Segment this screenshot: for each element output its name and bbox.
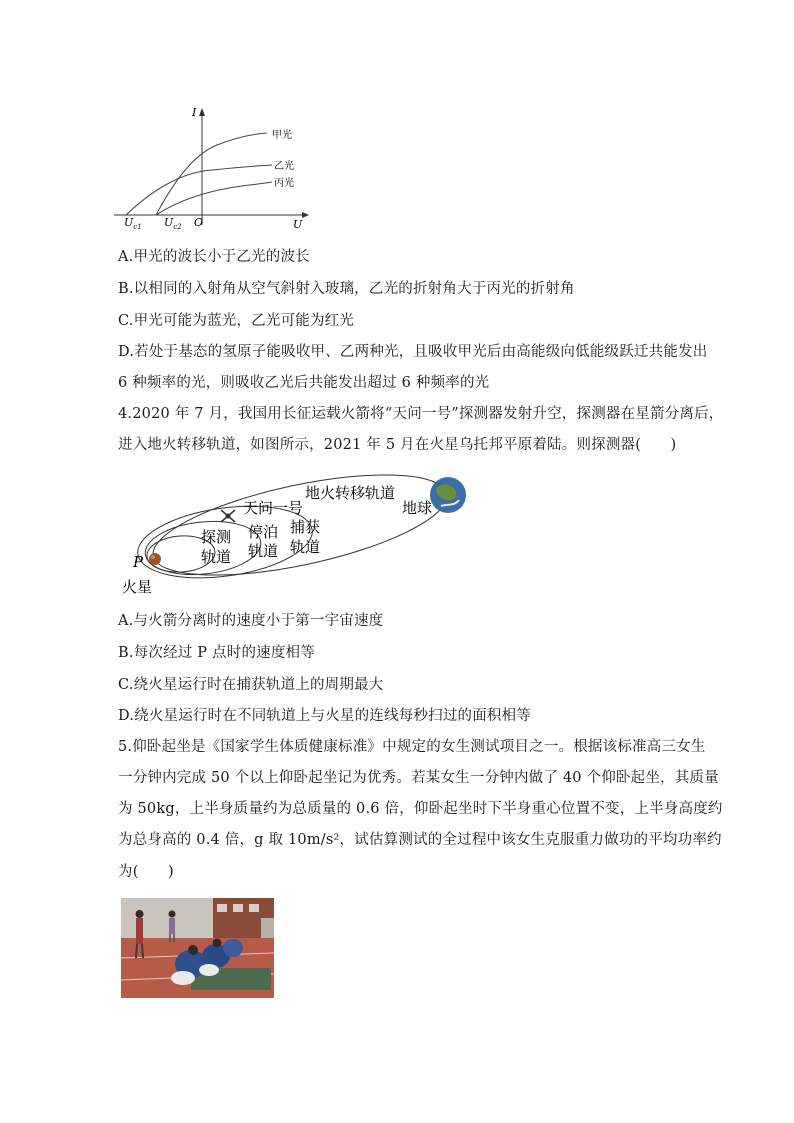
uc1-label: $U_{c1}$ bbox=[124, 216, 142, 231]
uc2-label: $U_{c2}$ bbox=[164, 216, 182, 231]
mars-label: 火星 bbox=[122, 578, 153, 596]
q4-option-b: B.每次经过 P 点时的速度相等 bbox=[118, 645, 315, 661]
curve-yi bbox=[126, 165, 272, 215]
q5-stem-line-5: 为( ) bbox=[118, 864, 174, 880]
q5-stem-line-3: 为 50kg，上半身质量约为总质量的 0.6 倍，仰卧起坐时下半身重心位置不变，上半身高度约 bbox=[118, 801, 723, 817]
q3-option-a: A.甲光的波长小于乙光的波长 bbox=[118, 249, 310, 265]
x-axis-arrow bbox=[302, 212, 309, 218]
q3-option-d-cont: 6 种频率的光，则吸收乙光后共能发出超过 6 种频率的光 bbox=[118, 375, 490, 391]
iv-graph bbox=[112, 100, 312, 232]
q4-stem-line-1: 4.2020 年 7 月，我国用长征运载火箭将“天问一号”探测器发射升空，探测器在星箭分离后， bbox=[118, 406, 724, 422]
q4-option-d: D.绕火星运行时在不同轨道上与火星的连线每秒扫过的面积相等 bbox=[118, 708, 532, 724]
mars-highlight bbox=[151, 555, 155, 559]
capture-orbit-label-1: 捕获 bbox=[290, 518, 321, 536]
curve-label-jia: 甲光 bbox=[272, 130, 292, 141]
q5-stem-line-4: 为总身高的 0.4 倍，g 取 10m/s²，试估算测试的全过程中该女生克服重力做功的平均功率约 bbox=[118, 832, 722, 848]
q4-option-c: C.绕火星运行时在捕获轨道上的周期最大 bbox=[118, 677, 384, 693]
q5-stem-line-1: 5.仰卧起坐是《国家学生体质健康标准》中规定的女生测试项目之一。根据该标准高三女生 bbox=[118, 739, 706, 755]
q3-option-d: D.若处于基态的氢原子能吸收甲、乙两种光，且吸收甲光后由高能级向低能级跃迁共能发出 bbox=[118, 344, 708, 360]
y-axis-arrow bbox=[199, 108, 205, 116]
mars-icon bbox=[149, 553, 161, 565]
parking-orbit-label-2: 轨道 bbox=[248, 542, 279, 560]
q4-stem-line-2: 进入地火转移轨道，如图所示，2021 年 5 月在火星乌托邦平原着陆。则探测器( ) bbox=[118, 437, 677, 453]
curve-bing bbox=[156, 182, 272, 215]
earth-label: 地球 bbox=[402, 499, 433, 517]
q3-option-b: B.以相同的入射角从空气斜射入玻璃，乙光的折射角大于丙光的折射角 bbox=[118, 281, 575, 297]
y-axis-label: I bbox=[192, 106, 197, 119]
standing-person bbox=[136, 918, 143, 944]
curve-label-yi: 乙光 bbox=[274, 161, 294, 172]
probe-label: 天问一号 bbox=[243, 499, 304, 517]
x-axis-label: U bbox=[293, 218, 303, 231]
curve-label-bing: 丙光 bbox=[274, 178, 294, 189]
detection-orbit-label-1: 探测 bbox=[201, 528, 232, 546]
detection-orbit-label-2: 轨道 bbox=[201, 548, 232, 566]
transfer-orbit-label: 地火转移轨道 bbox=[305, 484, 396, 502]
q4-option-a: A.与火箭分离时的速度小于第一宇宙速度 bbox=[118, 613, 384, 629]
orbit-diagram bbox=[115, 470, 475, 600]
curve-jia bbox=[156, 133, 267, 215]
point-p-label: P bbox=[133, 553, 144, 571]
q5-stem-line-2: 一分钟内完成 50 个以上仰卧起坐记为优秀。若某女生一分钟内做了 40 个仰卧起坐，其质量 bbox=[118, 770, 719, 786]
q3-option-c: C.甲光可能为蓝光，乙光可能为红光 bbox=[118, 313, 355, 329]
origin-label: O bbox=[194, 216, 204, 229]
capture-orbit-label-2: 轨道 bbox=[290, 538, 321, 556]
parking-orbit-label-1: 停泊 bbox=[248, 523, 279, 541]
situp-photo bbox=[121, 898, 274, 998]
probe-icon bbox=[221, 510, 235, 522]
